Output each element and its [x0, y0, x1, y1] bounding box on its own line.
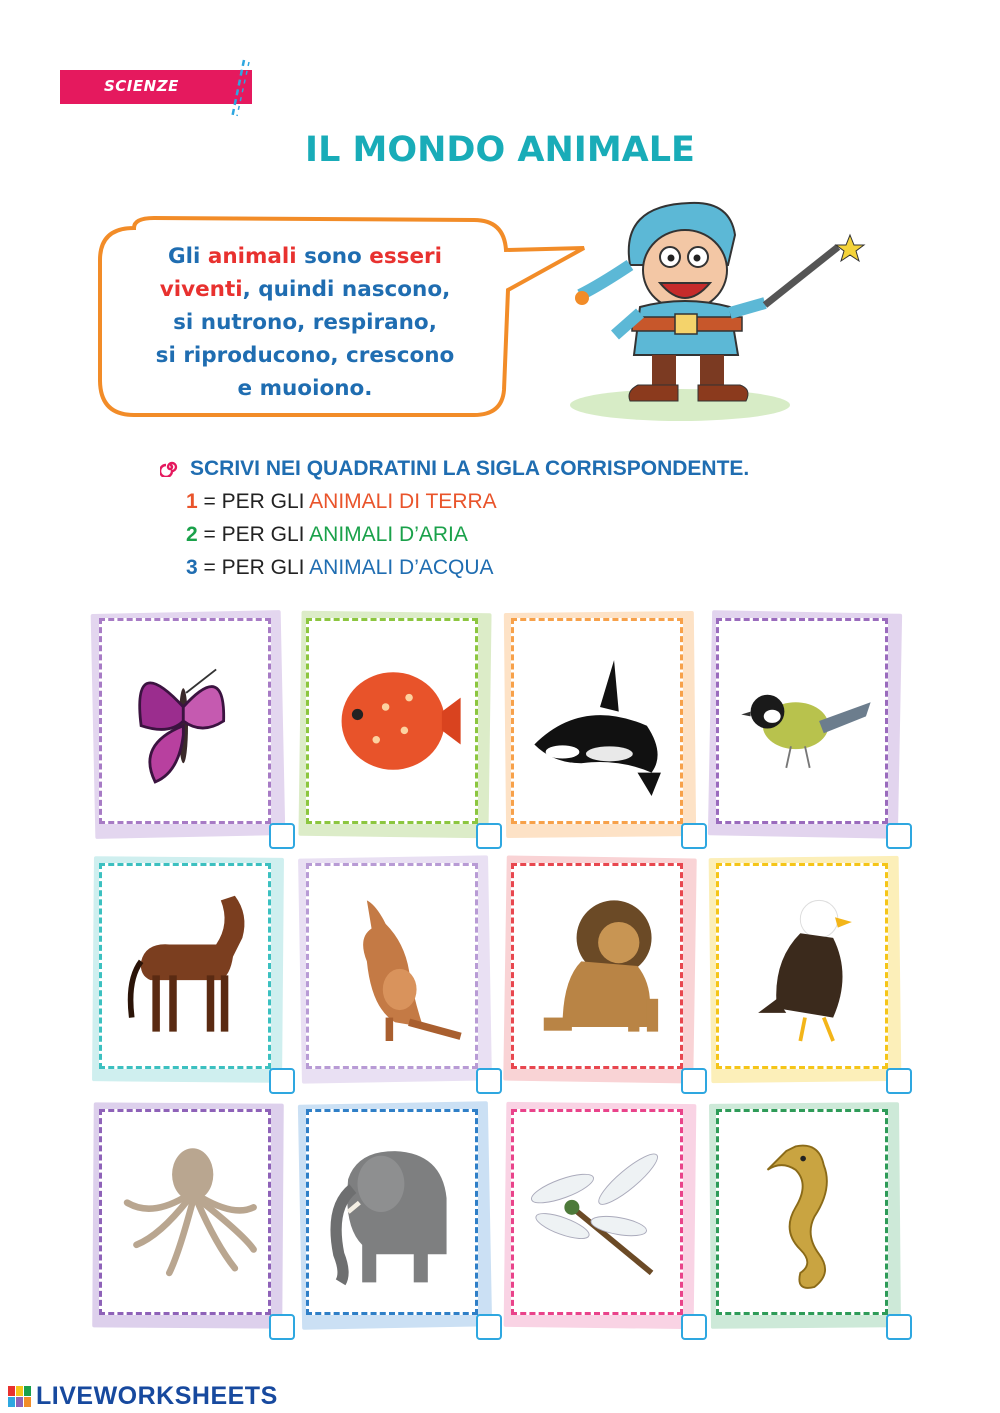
subject-tag-label: SCIENZE	[104, 77, 179, 95]
animal-card-octopus	[93, 1103, 283, 1328]
answer-box-lion[interactable]	[681, 1068, 707, 1094]
bubble-segment: sono	[296, 244, 370, 269]
dragonfly-icon	[525, 1127, 675, 1297]
legend-number: 3	[186, 556, 198, 579]
orca-icon	[525, 636, 675, 806]
bubble-keyword: animali	[207, 244, 297, 269]
bubble-keyword: viventi	[159, 277, 243, 302]
answer-box-discus-fish[interactable]	[476, 823, 502, 849]
gnome-mascot-icon	[560, 195, 890, 425]
animal-card-eagle	[710, 857, 900, 1082]
elephant-icon	[320, 1127, 470, 1297]
animal-card-lion	[505, 857, 695, 1082]
bubble-segment: si nutrono, respirano,	[173, 310, 437, 335]
spiral-icon	[160, 457, 180, 477]
bubble-keyword: esseri	[369, 244, 443, 269]
answer-box-kangaroo[interactable]	[476, 1068, 502, 1094]
legend-text: = PER GLI	[197, 490, 310, 513]
subject-tag	[60, 70, 252, 104]
animal-card-orca	[505, 612, 695, 837]
bubble-line	[120, 372, 490, 405]
liveworksheets-logo-icon	[8, 1386, 32, 1408]
answer-box-eagle[interactable]	[886, 1068, 912, 1094]
instructions	[160, 452, 749, 584]
page-title: IL MONDO ANIMALE	[305, 130, 695, 170]
horse-icon	[113, 881, 263, 1051]
answer-box-orca[interactable]	[681, 823, 707, 849]
bubble-segment: e muoiono.	[237, 376, 373, 401]
bubble-line	[120, 306, 490, 339]
bubble-line	[120, 240, 490, 273]
animal-card-elephant	[300, 1103, 490, 1328]
bubble-text	[120, 240, 490, 405]
legend-text: = PER GLI	[197, 556, 310, 579]
lion-icon	[525, 881, 675, 1051]
seahorse-icon	[730, 1127, 880, 1297]
instruction-lead: SCRIVI NEI QUADRATINI LA SIGLA CORRISPONDENTE.	[190, 457, 750, 480]
bird-icon	[730, 636, 880, 806]
legend-number: 1	[186, 490, 198, 513]
decorative-slash-icon	[226, 58, 250, 120]
legend-text: = PER GLI	[197, 523, 310, 546]
eagle-icon	[730, 881, 880, 1051]
legend-row-acqua	[160, 551, 749, 584]
legend-category: ANIMALI DI TERRA	[309, 490, 497, 513]
animal-card-butterfly	[93, 612, 283, 837]
animal-card-horse	[93, 857, 283, 1082]
answer-box-octopus[interactable]	[269, 1314, 295, 1340]
answer-box-butterfly[interactable]	[269, 823, 295, 849]
legend-row-terra	[160, 485, 749, 518]
butterfly-icon	[113, 636, 263, 806]
answer-box-horse[interactable]	[269, 1068, 295, 1094]
legend-row-aria	[160, 518, 749, 551]
animal-card-discus-fish	[300, 612, 490, 837]
legend-category: ANIMALI D’ARIA	[309, 523, 468, 546]
answer-box-dragonfly[interactable]	[681, 1314, 707, 1340]
bubble-segment: si riproducono, crescono	[155, 343, 455, 368]
animal-card-seahorse	[710, 1103, 900, 1328]
answer-box-great-tit[interactable]	[886, 823, 912, 849]
animal-card-dragonfly	[505, 1103, 695, 1328]
legend-category: ANIMALI D’ACQUA	[309, 556, 494, 579]
fish-icon	[320, 636, 470, 806]
legend-number: 2	[186, 523, 198, 546]
bubble-segment: Gli	[167, 244, 208, 269]
bubble-line	[120, 273, 490, 306]
animal-card-great-tit	[710, 612, 900, 837]
animal-card-kangaroo	[300, 857, 490, 1082]
bubble-line	[120, 339, 490, 372]
octopus-icon	[113, 1127, 263, 1297]
kangaroo-icon	[320, 881, 470, 1051]
footer-brand: LIVEWORKSHEETS	[36, 1382, 278, 1410]
bubble-segment: , quindi nascono,	[242, 277, 451, 302]
answer-box-seahorse[interactable]	[886, 1314, 912, 1340]
answer-box-elephant[interactable]	[476, 1314, 502, 1340]
